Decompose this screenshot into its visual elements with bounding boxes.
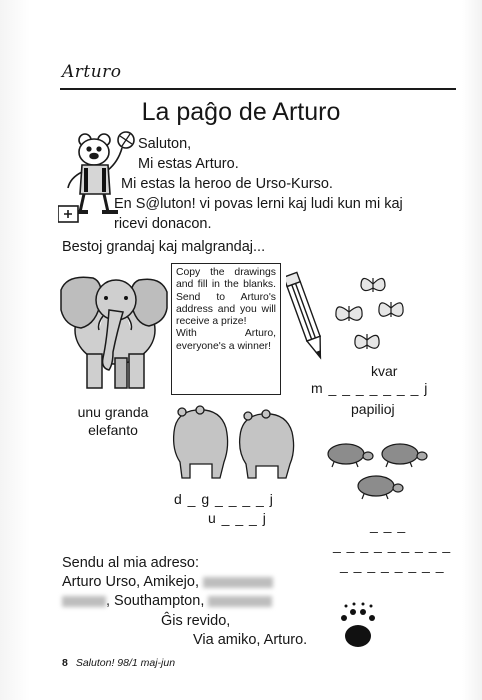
greeting-line-3: Mi estas la heroo de Urso-Kurso. <box>121 176 333 192</box>
greeting-line-2: Mi estas Arturo. <box>138 156 239 172</box>
pencil-illustration <box>286 268 326 368</box>
butterfly-word: papilioj <box>351 401 395 417</box>
signoff-line-2: Via amiko, Arturo. <box>193 632 308 648</box>
header-name: Arturo <box>62 62 122 82</box>
elephant-label-line-1: unu granda <box>77 404 149 420</box>
issue-info: Saluton! 98/1 maj-jun <box>75 657 176 669</box>
greeting-line-4: En S@luton! vi povas lerni kaj ludi kun mi kaj <box>114 196 403 212</box>
turtles-illustration <box>322 438 432 502</box>
instructions-slogan: With Arturo, everyone's a winner! <box>176 328 276 352</box>
greeting-line-5: ricevi donacon. <box>114 216 212 232</box>
address-line-3 <box>62 592 272 612</box>
butterfly-blank: m _ _ _ _ _ _ _ j <box>311 380 429 396</box>
redacted-address <box>203 577 273 588</box>
bears-blank-2: u _ _ _ j <box>208 510 267 526</box>
elephant-label-line-2: elefanto <box>88 422 138 438</box>
address-line-2 <box>62 573 273 593</box>
turtles-blank-2: _ _ _ _ _ _ _ _ _ <box>333 537 452 553</box>
address-city: , Southampton, <box>106 593 205 609</box>
page-title: La paĝo de Arturo <box>141 98 341 126</box>
greeting-line-1: Saluton, <box>138 136 192 152</box>
redacted-street <box>62 596 106 607</box>
redacted-postcode <box>208 596 272 607</box>
butterfly-label: kvar <box>371 363 398 379</box>
page-footer <box>62 657 175 669</box>
header-rule <box>60 88 456 90</box>
signoff-line-1: Ĝis revido, <box>161 613 231 629</box>
address-street: Arturo Urso, Amikejo, <box>62 574 199 590</box>
page-number: 8 <box>62 657 68 669</box>
section-heading: Bestoj grandaj kaj malgrandaj... <box>62 239 266 255</box>
elephant-illustration <box>57 270 172 396</box>
bears-blank-1: d _ g _ _ _ _ j <box>174 491 274 507</box>
address-line-1: Sendu al mia adreso: <box>62 555 200 571</box>
bears-illustration <box>170 402 300 480</box>
instructions-text: Copy the drawings and fill in the blanks. Send to Arturo's address and you will receive a prize! <box>176 267 276 328</box>
butterflies-illustration <box>333 270 413 356</box>
paw-print-icon <box>338 602 378 650</box>
turtles-blank-1: _ _ _ <box>370 517 407 533</box>
instructions-box <box>171 263 281 395</box>
turtles-blank-3: _ _ _ _ _ _ _ _ <box>340 557 445 573</box>
